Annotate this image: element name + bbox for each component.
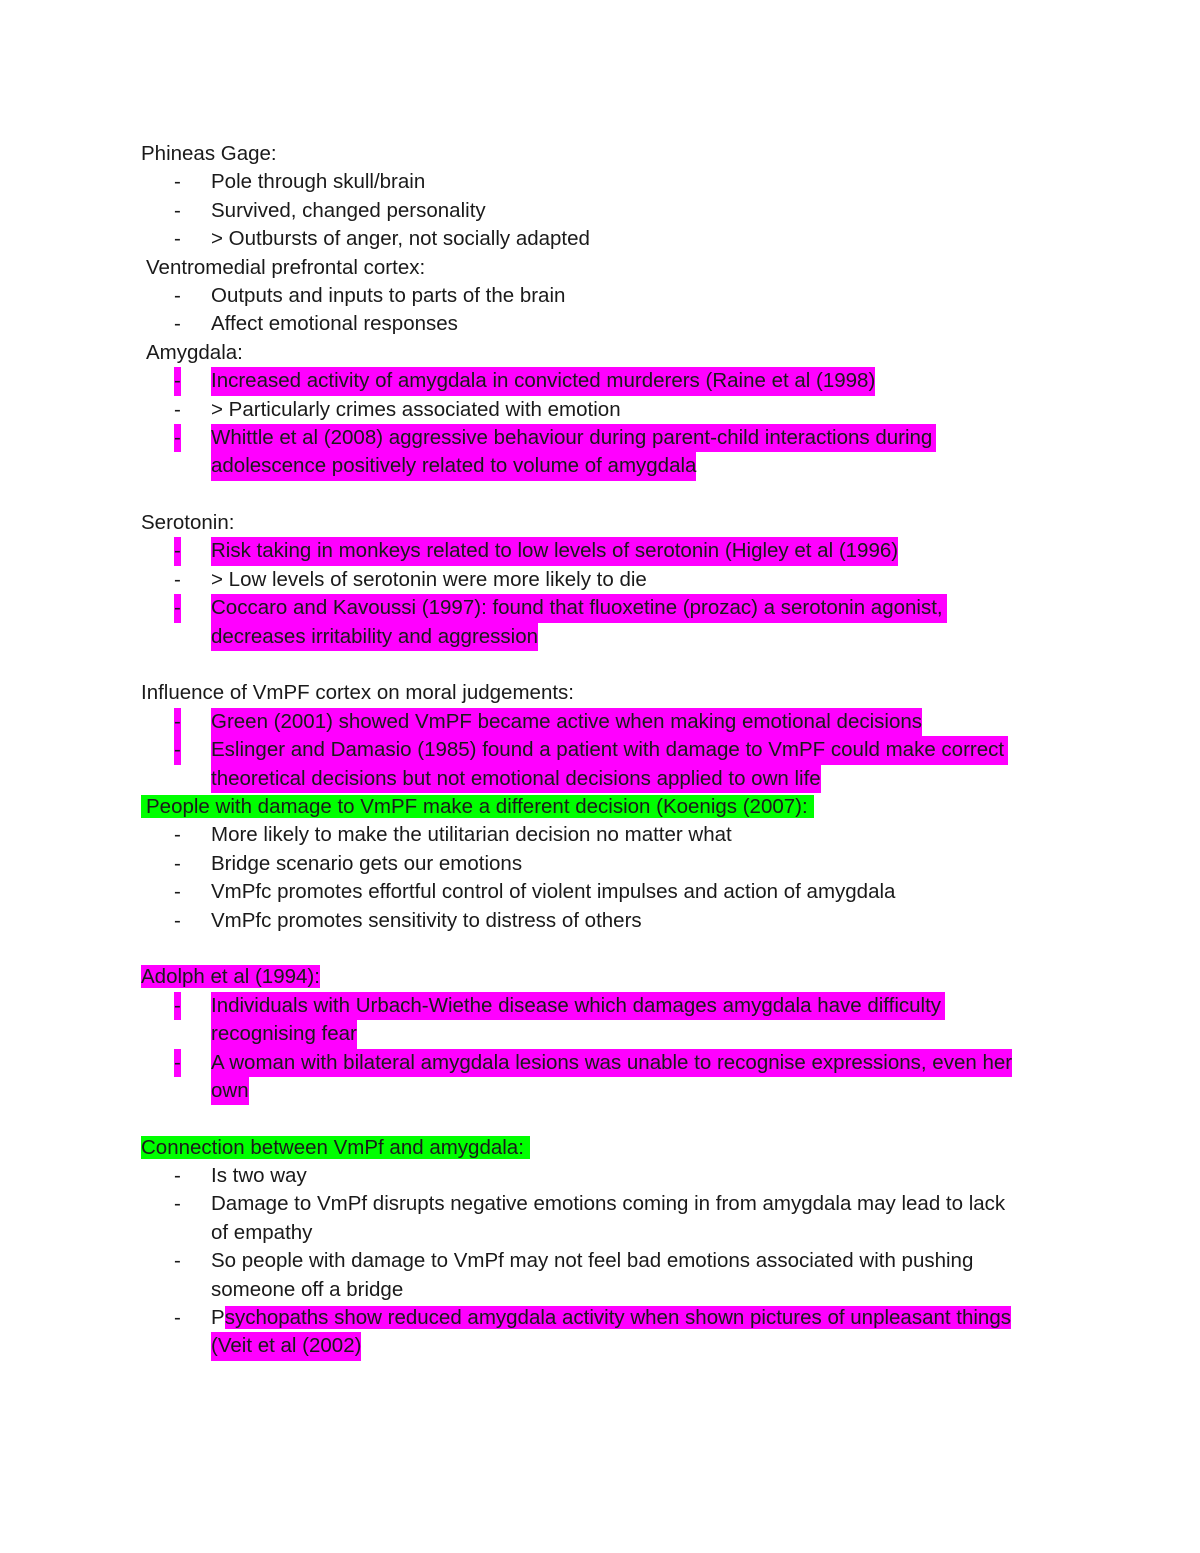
bullet-dash: - bbox=[174, 1192, 181, 1216]
list-item: - Is two way bbox=[0, 1162, 1200, 1190]
bullet-dash: - bbox=[174, 1249, 181, 1273]
section-heading-amygdala: Amygdala: bbox=[146, 340, 243, 364]
bullet-dash: - bbox=[174, 424, 181, 452]
highlighted-text: Increased activity of amygdala in convicted murderers (Raine et al (1998) bbox=[211, 367, 875, 395]
section-heading-moral-judgements: Influence of VmPF cortex on moral judgements: bbox=[141, 681, 574, 705]
list-item-highlighted bbox=[0, 1049, 1200, 1077]
list-item: - VmPfc promotes effortful control of violent impulses and action of amygdala bbox=[0, 878, 1200, 906]
list-item-highlighted bbox=[0, 708, 1200, 736]
list-item: - > Low levels of serotonin were more likely to die bbox=[0, 566, 1200, 594]
bullet-dash: - bbox=[174, 283, 181, 307]
highlighted-text: Eslinger and Damasio (1985) found a patient with damage to VmPF could make correct bbox=[211, 736, 1008, 764]
list-item: - VmPfc promotes sensitivity to distress of others bbox=[0, 907, 1200, 935]
highlighted-text: decreases irritability and aggression bbox=[211, 623, 538, 651]
bullet-dash: - bbox=[174, 170, 181, 194]
list-item: - So people with damage to VmPf may not feel bad emotions associated with pushing bbox=[0, 1247, 1200, 1275]
list-item-highlighted bbox=[0, 736, 1200, 764]
bullet-dash: - bbox=[174, 823, 181, 847]
section-heading-connection bbox=[0, 1134, 1200, 1162]
list-item: - Bridge scenario gets our emotions bbox=[0, 850, 1200, 878]
highlighted-text: A woman with bilateral amygdala lesions was unable to recognise expressions, even her bbox=[211, 1049, 1012, 1077]
list-item-continuation bbox=[0, 1077, 1200, 1105]
list-item-highlighted bbox=[0, 992, 1200, 1020]
highlighted-text: Risk taking in monkeys related to low levels of serotonin (Higley et al (1996) bbox=[211, 537, 898, 565]
list-item: - Affect emotional responses bbox=[0, 310, 1200, 338]
highlighted-heading: Connection between VmPf and amygdala: bbox=[141, 1136, 530, 1159]
highlighted-text: Coccaro and Kavoussi (1997): found that fluoxetine (prozac) a serotonin agonist, bbox=[211, 594, 947, 622]
bullet-dash: - bbox=[174, 908, 181, 932]
list-item: - Survived, changed personality bbox=[0, 197, 1200, 225]
highlighted-text: theoretical decisions but not emotional decisions applied to own life bbox=[211, 765, 821, 793]
bullet-dash: - bbox=[174, 1049, 181, 1077]
highlighted-text: (Veit et al (2002) bbox=[211, 1332, 361, 1360]
bullet-dash: - bbox=[174, 851, 181, 875]
bullet-dash: - bbox=[174, 1164, 181, 1188]
list-item-continuation: of empathy bbox=[211, 1220, 313, 1244]
blank-line bbox=[0, 1105, 1200, 1133]
list-item-continuation bbox=[0, 1020, 1200, 1048]
section-heading-phineas-gage: Phineas Gage: bbox=[141, 142, 277, 165]
bullet-dash: - bbox=[174, 227, 181, 251]
list-item-highlighted bbox=[0, 424, 1200, 452]
list-item: - More likely to make the utilitarian decision no matter what bbox=[0, 821, 1200, 849]
bullet-dash: - bbox=[174, 1306, 181, 1330]
highlighted-text: own bbox=[211, 1077, 249, 1105]
bullet-dash: - bbox=[174, 567, 181, 591]
list-item: - Damage to VmPf disrupts negative emotions coming in from amygdala may lead to lack bbox=[0, 1190, 1200, 1218]
bullet-dash: - bbox=[174, 367, 181, 395]
bullet-dash: - bbox=[174, 992, 181, 1020]
highlighted-text: Individuals with Urbach-Wiethe disease which damages amygdala have difficulty bbox=[211, 992, 945, 1020]
section-heading-vmpfc: Ventromedial prefrontal cortex: bbox=[146, 255, 426, 279]
section-heading-adolph bbox=[0, 963, 1200, 991]
highlighted-text: Green (2001) showed VmPF became active when making emotional decisions bbox=[211, 708, 922, 736]
highlighted-heading: Adolph et al (1994): bbox=[141, 965, 320, 989]
list-item-continuation bbox=[0, 623, 1200, 651]
list-item-continuation bbox=[0, 1332, 1200, 1360]
list-item-highlighted bbox=[0, 537, 1200, 565]
blank-line bbox=[0, 651, 1200, 679]
list-item-continuation bbox=[0, 452, 1200, 480]
document-page bbox=[0, 140, 1200, 1361]
list-item: - Outputs and inputs to parts of the brain bbox=[0, 282, 1200, 310]
list-item-continuation: someone off a bridge bbox=[211, 1277, 404, 1301]
highlighted-heading: People with damage to VmPF make a different decision (Koenigs (2007): bbox=[141, 795, 814, 818]
highlighted-text: adolescence positively related to volume of amygdala bbox=[211, 452, 696, 480]
bullet-dash: - bbox=[174, 397, 181, 421]
blank-line bbox=[0, 481, 1200, 509]
bullet-dash: - bbox=[174, 198, 181, 222]
list-item: - Pole through skull/brain bbox=[0, 168, 1200, 196]
bullet-dash: - bbox=[174, 537, 181, 565]
bullet-dash: - bbox=[174, 708, 181, 736]
bullet-dash: - bbox=[174, 312, 181, 336]
blank-line bbox=[0, 935, 1200, 963]
bullet-dash: - bbox=[174, 880, 181, 904]
highlighted-text: Whittle et al (2008) aggressive behaviour during parent-child interactions during bbox=[211, 424, 936, 452]
list-item-continuation bbox=[0, 765, 1200, 793]
section-heading-serotonin: Serotonin: bbox=[141, 511, 235, 535]
section-heading-koenigs bbox=[0, 793, 1200, 821]
bullet-dash: - bbox=[174, 736, 181, 764]
list-item-highlighted bbox=[0, 367, 1200, 395]
highlighted-text: sychopaths show reduced amygdala activity when shown pictures of unpleasant things bbox=[224, 1306, 1011, 1330]
list-item: - > Outbursts of anger, not socially adapted bbox=[0, 225, 1200, 253]
list-item-highlighted bbox=[0, 594, 1200, 622]
bullet-dash: - bbox=[174, 594, 181, 622]
list-item-partially-highlighted: - Psychopaths show reduced amygdala activity when shown pictures of unpleasant things bbox=[0, 1304, 1200, 1332]
highlighted-text: recognising fear bbox=[211, 1020, 357, 1048]
list-item: - > Particularly crimes associated with emotion bbox=[0, 396, 1200, 424]
